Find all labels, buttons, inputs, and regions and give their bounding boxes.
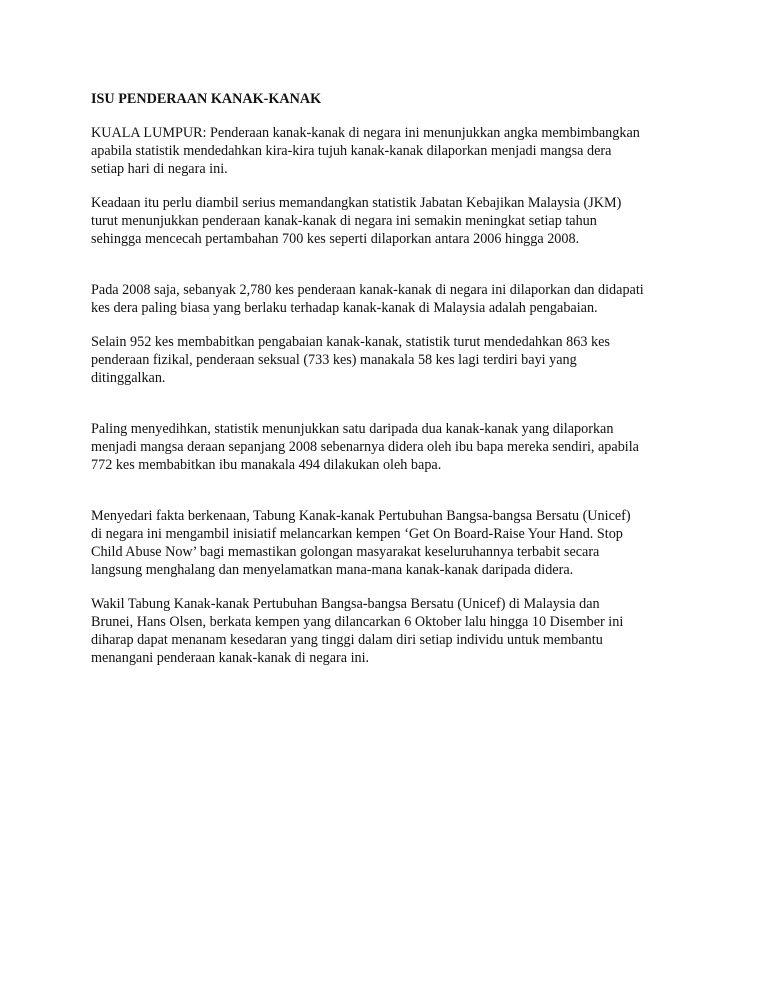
paragraph-line: sehingga mencecah pertambahan 700 kes seperti dilaporkan antara 2006 hingga 2008. (91, 231, 580, 247)
paragraph-line: Wakil Tabung Kanak-kanak Pertubuhan Bangsa-bangsa Bersatu (Unicef) di Malaysia dan (91, 596, 600, 612)
document-title: ISU PENDERAAN KANAK-KANAK (91, 91, 322, 107)
paragraph-line: Child Abuse Now’ bagi memastikan golongan masyarakat keseluruhannya terbabit secara (91, 544, 600, 560)
paragraph-1 (91, 124, 691, 178)
paragraph-line: di negara ini mengambil inisiatif melancarkan kempen ‘Get On Board-Raise Your Hand. Stop (91, 526, 623, 542)
paragraph-5 (91, 420, 691, 474)
paragraph-line: Selain 952 kes membabitkan pengabaian kanak-kanak, statistik turut mendedahkan 863 kes (91, 334, 610, 350)
paragraph-line: menjadi mangsa deraan sepanjang 2008 sebenarnya didera oleh ibu bapa mereka sendiri, apabila (91, 439, 639, 455)
paragraph-line: Brunei, Hans Olsen, berkata kempen yang dilancarkan 6 Oktober lalu hingga 10 Disember ini (91, 614, 624, 630)
paragraph-7 (91, 595, 691, 667)
paragraph-4 (91, 333, 691, 387)
paragraph-line: Paling menyedihkan, statistik menunjukkan satu daripada dua kanak-kanak yang dilaporkan (91, 421, 614, 437)
paragraph-line: KUALA LUMPUR: Penderaan kanak-kanak di negara ini menunjukkan angka membimbangkan (91, 125, 640, 141)
paragraph-line: menangani penderaan kanak-kanak di negara ini. (91, 650, 370, 666)
paragraph-line: diharap dapat menanam kesedaran yang tinggi dalam diri setiap individu untuk membantu (91, 632, 603, 648)
paragraph-line: langsung menghalang dan menyelamatkan mana-mana kanak-kanak daripada didera. (91, 562, 574, 578)
paragraph-2 (91, 194, 691, 248)
paragraph-3 (91, 281, 691, 317)
paragraph-line: kes dera paling biasa yang berlaku terhadap kanak-kanak di Malaysia adalah pengabaian. (91, 300, 598, 316)
paragraph-line: ditinggalkan. (91, 370, 166, 386)
paragraph-line: penderaan fizikal, penderaan seksual (733 kes) manakala 58 kes lagi terdiri bayi yang (91, 352, 577, 368)
paragraph-6 (91, 507, 691, 579)
paragraph-line: Keadaan itu perlu diambil serius memandangkan statistik Jabatan Kebajikan Malaysia (JKM) (91, 195, 622, 211)
paragraph-line: setiap hari di negara ini. (91, 161, 228, 177)
paragraph-line: Menyedari fakta berkenaan, Tabung Kanak-kanak Pertubuhan Bangsa-bangsa Bersatu (Unicef) (91, 508, 631, 524)
document-body (91, 90, 691, 667)
paragraph-line: 772 kes membabitkan ibu manakala 494 dilakukan oleh bapa. (91, 457, 442, 473)
paragraph-line: turut menunjukkan penderaan kanak-kanak di negara ini semakin meningkat setiap tahun (91, 213, 597, 229)
paragraph-line: apabila statistik mendedahkan kira-kira tujuh kanak-kanak dilaporkan menjadi mangsa dera (91, 143, 612, 159)
paragraph-line: Pada 2008 saja, sebanyak 2,780 kes penderaan kanak-kanak di negara ini dilaporkan dan didapati (91, 282, 644, 298)
